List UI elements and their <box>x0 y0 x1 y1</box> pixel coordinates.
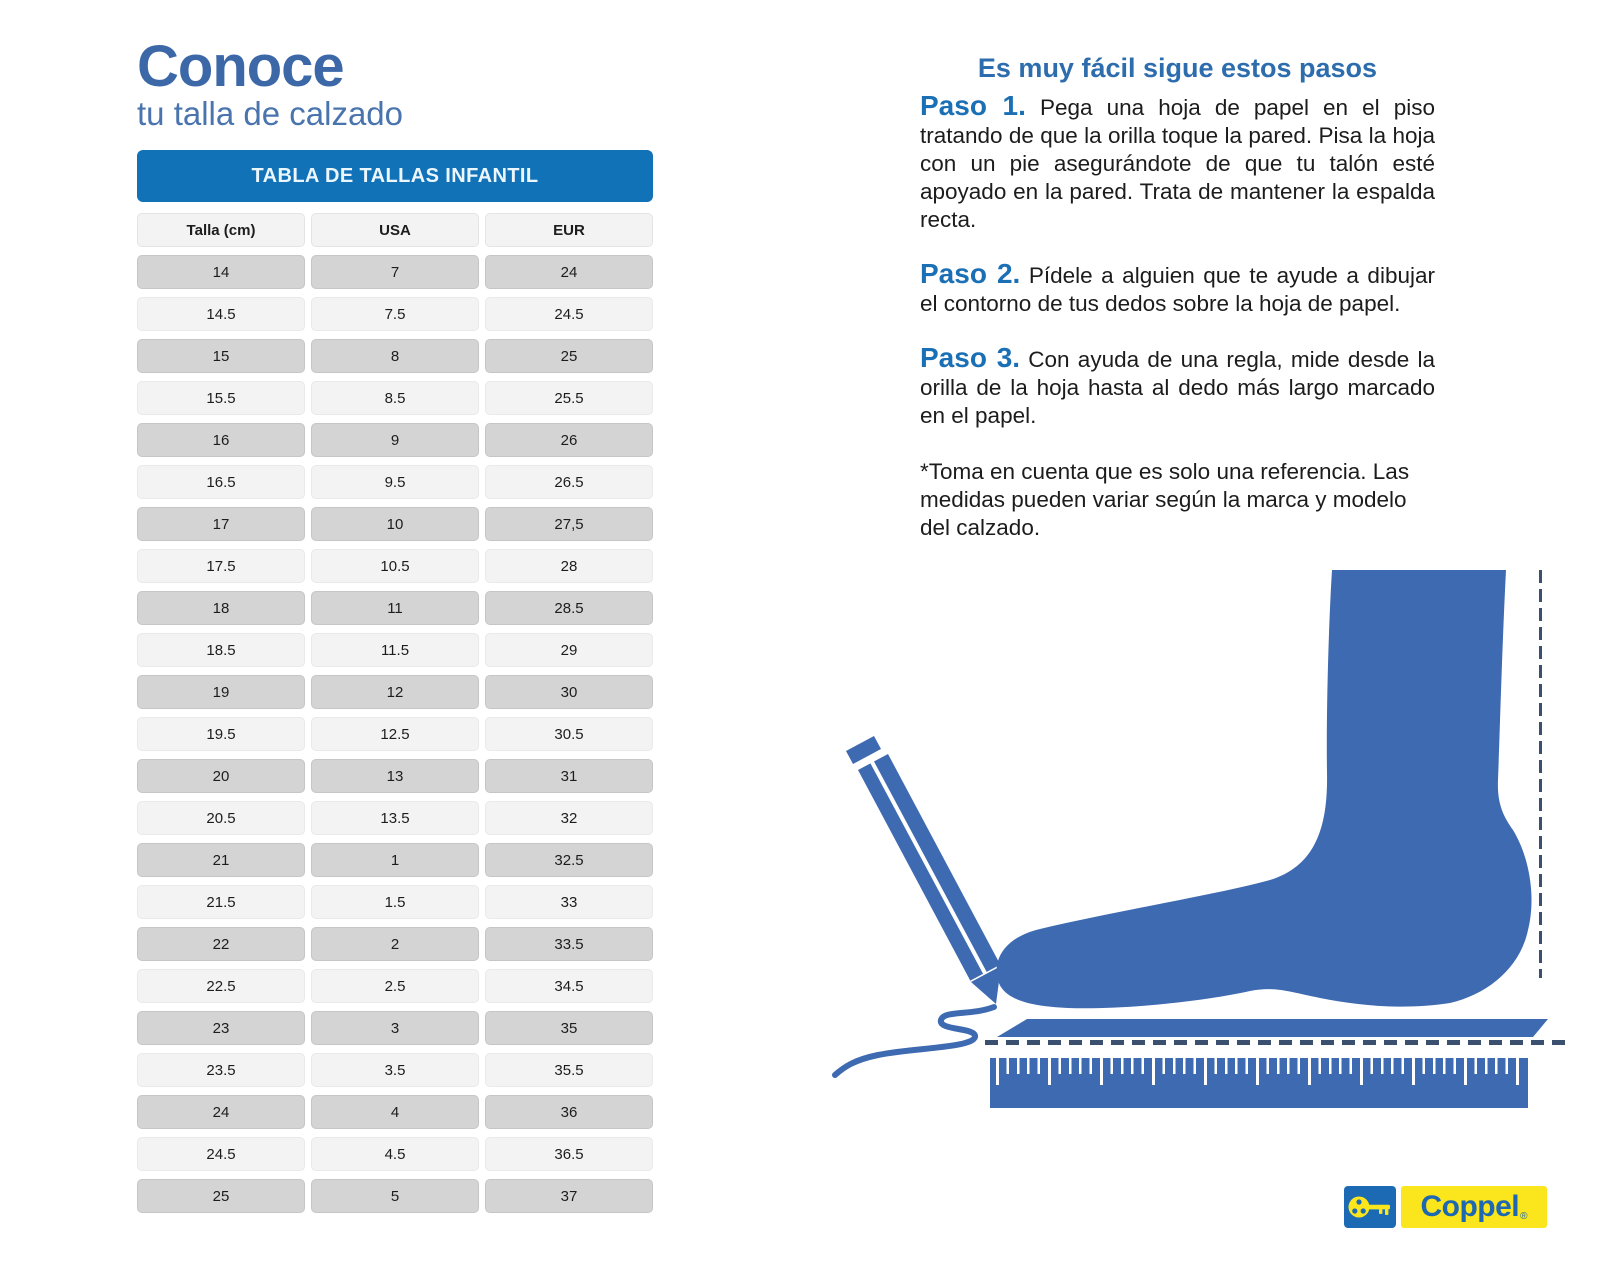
size-cell: 13.5 <box>311 801 479 835</box>
paper-sheet <box>997 1019 1548 1037</box>
registered-mark: ® <box>1520 1211 1528 1222</box>
size-cell: 13 <box>311 759 479 793</box>
size-cell: 25 <box>137 1179 305 1213</box>
size-cell: 4 <box>311 1095 479 1129</box>
size-cell: 31 <box>485 759 653 793</box>
step-3-label: Paso 3. <box>920 342 1021 373</box>
table-banner <box>137 150 653 202</box>
pencil-squiggle <box>835 1007 994 1075</box>
size-cell: 24 <box>485 255 653 289</box>
size-cell: 26.5 <box>485 465 653 499</box>
size-cell: 10 <box>311 507 479 541</box>
size-cell: 33 <box>485 885 653 919</box>
ruler-graphic <box>990 1058 1528 1108</box>
size-cell: 24.5 <box>485 297 653 331</box>
size-cell: 21 <box>137 843 305 877</box>
size-cell: 27,5 <box>485 507 653 541</box>
size-cell: 33.5 <box>485 927 653 961</box>
size-cell: 1.5 <box>311 885 479 919</box>
size-cell: 24.5 <box>137 1137 305 1171</box>
table-banner-label: TABLA DE TALLAS INFANTIL <box>251 164 539 187</box>
size-cell: 1 <box>311 843 479 877</box>
step-1-label: Paso 1. <box>920 90 1026 121</box>
size-cell: 36.5 <box>485 1137 653 1171</box>
size-cell: 8 <box>311 339 479 373</box>
floor-dashed-line <box>985 1040 1565 1045</box>
size-cell: 23.5 <box>137 1053 305 1087</box>
size-cell: 3 <box>311 1011 479 1045</box>
pencil-icon <box>846 736 1001 1004</box>
size-cell: 22 <box>137 927 305 961</box>
size-cell: 4.5 <box>311 1137 479 1171</box>
size-cell: 15.5 <box>137 381 305 415</box>
size-cell: 14.5 <box>137 297 305 331</box>
size-cell: 16.5 <box>137 465 305 499</box>
size-cell: 8.5 <box>311 381 479 415</box>
size-cell: 7.5 <box>311 297 479 331</box>
size-cell: 18.5 <box>137 633 305 667</box>
step-2-text: Pídele a alguien que te ayude a dibujar el contorno de tus dedos sobre la hoja de papel. <box>920 263 1435 316</box>
coppel-logo <box>1344 1186 1547 1228</box>
size-cell: 25.5 <box>485 381 653 415</box>
key-icon <box>1344 1186 1396 1228</box>
size-cell: 2.5 <box>311 969 479 1003</box>
size-cell: 23 <box>137 1011 305 1045</box>
size-cell: 12.5 <box>311 717 479 751</box>
steps-heading: Es muy fácil sigue estos pasos <box>977 53 1378 83</box>
size-cell: 5 <box>311 1179 479 1213</box>
ruler-major-ticks <box>996 1058 1522 1085</box>
size-cell: 36 <box>485 1095 653 1129</box>
step-2 <box>920 260 1435 318</box>
size-cell: 35.5 <box>485 1053 653 1087</box>
size-cell: 28 <box>485 549 653 583</box>
size-cell: 30.5 <box>485 717 653 751</box>
size-cell: 29 <box>485 633 653 667</box>
column-header-eur: EUR <box>485 213 653 247</box>
page-title: Conoce <box>137 34 344 99</box>
size-cell: 22.5 <box>137 969 305 1003</box>
coppel-wordmark <box>1401 1186 1547 1228</box>
size-cell: 11 <box>311 591 479 625</box>
size-cell: 7 <box>311 255 479 289</box>
key-glyph <box>1348 1190 1392 1224</box>
page-subtitle: tu talla de calzado <box>137 95 404 132</box>
step-1 <box>920 92 1435 234</box>
title-block <box>137 36 403 132</box>
size-cell: 32 <box>485 801 653 835</box>
size-cell: 18 <box>137 591 305 625</box>
size-cell: 37 <box>485 1179 653 1213</box>
size-cell: 19 <box>137 675 305 709</box>
step-3-text: Con ayuda de una regla, mide desde la orilla de la hoja hasta al dedo más largo marcado en el papel. <box>920 347 1435 428</box>
size-cell: 12 <box>311 675 479 709</box>
size-cell: 34.5 <box>485 969 653 1003</box>
size-cell: 2 <box>311 927 479 961</box>
size-cell: 28.5 <box>485 591 653 625</box>
size-cell: 11.5 <box>311 633 479 667</box>
size-cell: 21.5 <box>137 885 305 919</box>
size-cell: 9 <box>311 423 479 457</box>
size-cell: 14 <box>137 255 305 289</box>
heel-guide-dashed-line <box>1539 570 1542 978</box>
size-cell: 32.5 <box>485 843 653 877</box>
foot-measurement-illustration <box>820 558 1580 1124</box>
size-cell: 26 <box>485 423 653 457</box>
size-cell: 16 <box>137 423 305 457</box>
column-header-usa: USA <box>311 213 479 247</box>
step-2-label: Paso 2. <box>920 258 1021 289</box>
foot-silhouette <box>997 570 1532 1008</box>
size-cell: 9.5 <box>311 465 479 499</box>
size-cell: 10.5 <box>311 549 479 583</box>
reference-note: *Toma en cuenta que es solo una referencia. Las medidas pueden variar según la marca y modelo del calzado. <box>920 459 1410 540</box>
size-cell: 3.5 <box>311 1053 479 1087</box>
size-cell: 17.5 <box>137 549 305 583</box>
size-cell: 35 <box>485 1011 653 1045</box>
foot-and-pencil-drawing <box>820 558 1560 1120</box>
step-3 <box>920 344 1435 430</box>
coppel-brand-text: Coppel <box>1420 1190 1520 1223</box>
size-cell: 15 <box>137 339 305 373</box>
size-cell: 17 <box>137 507 305 541</box>
size-cell: 20.5 <box>137 801 305 835</box>
size-cell: 20 <box>137 759 305 793</box>
size-cell: 19.5 <box>137 717 305 751</box>
column-header-talla-cm: Talla (cm) <box>137 213 305 247</box>
size-cell: 25 <box>485 339 653 373</box>
size-cell: 24 <box>137 1095 305 1129</box>
steps-section <box>920 52 1435 542</box>
size-table <box>137 213 653 1213</box>
step-1-text: Pega una hoja de papel en el piso tratando de que la orilla toque la pared. Pisa la hoja con un pie asegurándote de que tu talón esté apoyado en la pared. Trata de mantener la espalda recta. <box>920 95 1435 232</box>
size-cell: 30 <box>485 675 653 709</box>
